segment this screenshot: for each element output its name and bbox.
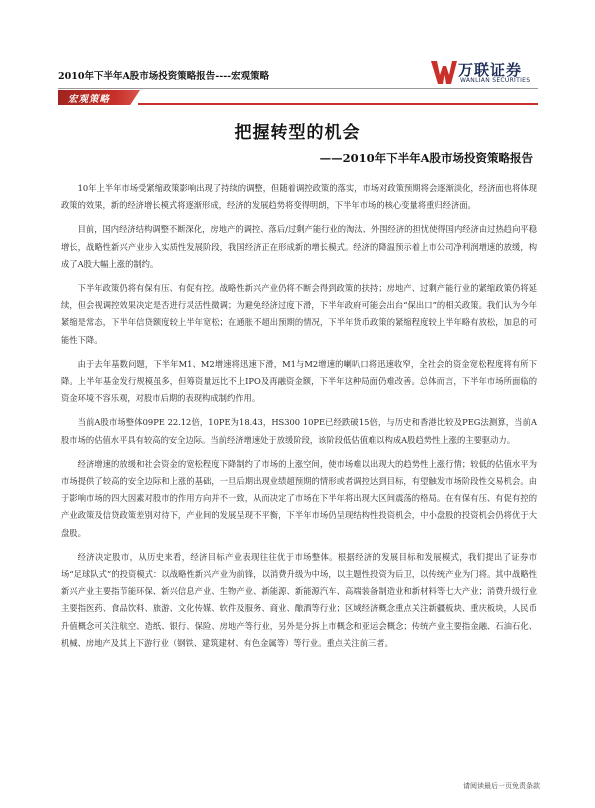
header-report-title: 2010年下半年A股市场投资策略报告----宏观策略 <box>58 71 270 82</box>
body-paragraph: 经济决定股市，从历史来看，经济目标产业表现往往优于市场整体。根据经济的发展目标和发展模式，我们提出了证券市场“足球队式”的投资模式：以战略性新兴产业为前锋，以消费升级为中场，以主题性投资为后卫，以传统产业为门将。其中战略性新兴产业主要指节能环保、新兴信息产业、生物产业、新能源、新能源汽车、高端装备制造业和新材料等七大产业；消费升级行业主要指医药、食品饮料、旅游、文化传媒、软件及服务、商业、酿酒等行业；区域经济概念重点关注新疆板块、重庆板块，人民币升值概念可关注航空、造纸、银行、保险、房地产等行业，另外是分拆上市概念和亚运会概念；传统产业主要指金融、石油石化、机械、房地产及其上下游行业（钢铁、建筑建材、有色金属等）等行业。重点关注前三者。 <box>61 551 537 648</box>
body-paragraph: 10年上半年市场受紧缩政策影响出现了持续的调整，但随着调控政策的落实，市场对政策预期将会逐渐淡化，经济面也将体现政策的效果，新的经济增长模式将逐渐形成，经济的发展趋势将变得明朗，下半年市场的核心变量将重归经济面。 <box>61 183 537 211</box>
logo-english-name: WANLIAN SECURITIES <box>460 77 531 84</box>
disclaimer-footer: 请阅读最后一页免责条款 <box>463 782 540 790</box>
section-label: 宏观策略 <box>68 94 111 105</box>
logo-chinese-name: 万联证券 <box>458 61 523 79</box>
page-header <box>58 58 538 88</box>
page-subtitle: ——2010年下半年A股市场投资策略报告 <box>319 151 533 165</box>
section-bar <box>58 90 538 105</box>
body-paragraph: 由于去年基数问题，下半年M1、M2增速将迅速下滑，M1与M2增速的喇叭口将迅速收窄，全社会的资金宽松程度将有所下降。上半年基金发行规模虽多，但筹资量远比不上IPO及再融资金额，下半年这种局面仍难改善。总体而言，下半年市场所面临的资金环境不容乐观，对股市后期的表现构成制约作用。 <box>61 358 537 404</box>
body-paragraph: 当前A股市场整体09PE 22.12倍，10PE为18.43，HS300 10PE已经跌破15倍，与历史和香港比较及PEG法测算，当前A股市场的估值水平具有较高的安全边际。当前经济增速处于放缓阶段，该阶段低估值难以构成A股趋势性上涨的主要驱动力。 <box>61 417 537 445</box>
body-paragraph: 经济增速的放缓和社会资金的宽松程度下降制约了市场的上涨空间，使市场难以出现大的趋势性上涨行情；较低的估值水平为市场提供了较高的安全边际和上涨的基础，一旦后期出现业绩超预期的情形或者调控达到目标，有望触发市场阶段性交易机会。由于影响市场的四大因素对股市的作用方向并不一致，从而决定了市场在下半年将出现大区间震荡的格局。在有保有压、有促有控的产业政策及信贷政策差别对待下，产业间的发展呈现不平衡，下半年市场仍呈现结构性投资机会，中小盘股的投资机会仍将优于大盘股。 <box>61 458 537 538</box>
section-underline <box>138 103 538 105</box>
body-paragraph: 目前，国内经济结构调整不断深化，房地产的调控、落后/过剩产能行业的淘汰、外围经济的担忧使得国内经济由过热趋向平稳增长，战略性新兴产业步入实质性发展阶段，我国经济正在形成新的增长模式。经济的降温预示着上市公司净利润增速的放缓，构成了A股大幅上涨的制约。 <box>61 224 537 269</box>
body-paragraph: 下半年政策仍将有保有压、有促有控。战略性新兴产业仍将不断会得到政策的扶持；房地产、过剩产能行业的紧缩政策仍将延续，但会视调控效果决定是否进行灵活性微调；为避免经济过度下滑，下半年政府可能会出台“保出口”的相关政策。我们认为今年紧缩是常态，下半年信贷额度较上半年宽松；在通胀不超出预期的情况，下半年货币政策的紧缩程度较上半年略有放松，加息的可能性下降。 <box>61 283 537 345</box>
header-divider <box>58 88 538 89</box>
company-logo <box>430 58 538 88</box>
page-title: 把握转型的机会 <box>234 123 361 143</box>
w-logo-icon <box>430 58 458 86</box>
report-body <box>61 180 537 659</box>
